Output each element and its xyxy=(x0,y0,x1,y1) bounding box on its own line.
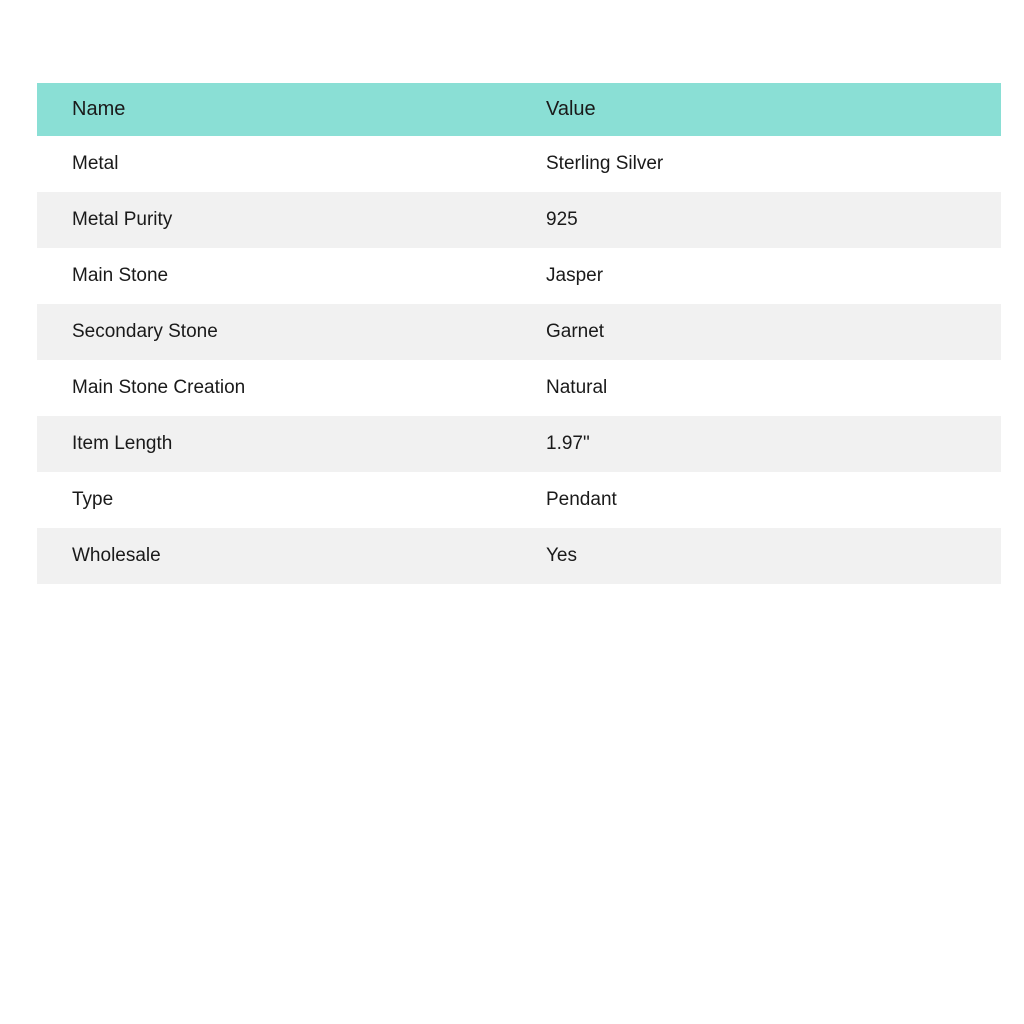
cell-name: Type xyxy=(37,472,524,528)
specifications-table xyxy=(37,83,1001,584)
cell-value: Sterling Silver xyxy=(524,136,1001,192)
table-header xyxy=(37,83,1001,136)
cell-value: Garnet xyxy=(524,304,1001,360)
table-header-row xyxy=(37,83,1001,136)
cell-value: 925 xyxy=(524,192,1001,248)
table-row xyxy=(37,360,1001,416)
cell-value: Natural xyxy=(524,360,1001,416)
cell-name: Item Length xyxy=(37,416,524,472)
cell-name: Wholesale xyxy=(37,528,524,584)
column-header-value: Value xyxy=(524,83,1001,136)
cell-name: Main Stone Creation xyxy=(37,360,524,416)
column-header-name: Name xyxy=(37,83,524,136)
table-row xyxy=(37,192,1001,248)
cell-name: Metal xyxy=(37,136,524,192)
table-row xyxy=(37,416,1001,472)
table-row xyxy=(37,136,1001,192)
cell-value: 1.97" xyxy=(524,416,1001,472)
table-row xyxy=(37,304,1001,360)
table-row xyxy=(37,528,1001,584)
cell-name: Main Stone xyxy=(37,248,524,304)
cell-value: Jasper xyxy=(524,248,1001,304)
table-body xyxy=(37,136,1001,584)
table-row xyxy=(37,472,1001,528)
cell-name: Secondary Stone xyxy=(37,304,524,360)
cell-name: Metal Purity xyxy=(37,192,524,248)
cell-value: Pendant xyxy=(524,472,1001,528)
cell-value: Yes xyxy=(524,528,1001,584)
table-row xyxy=(37,248,1001,304)
